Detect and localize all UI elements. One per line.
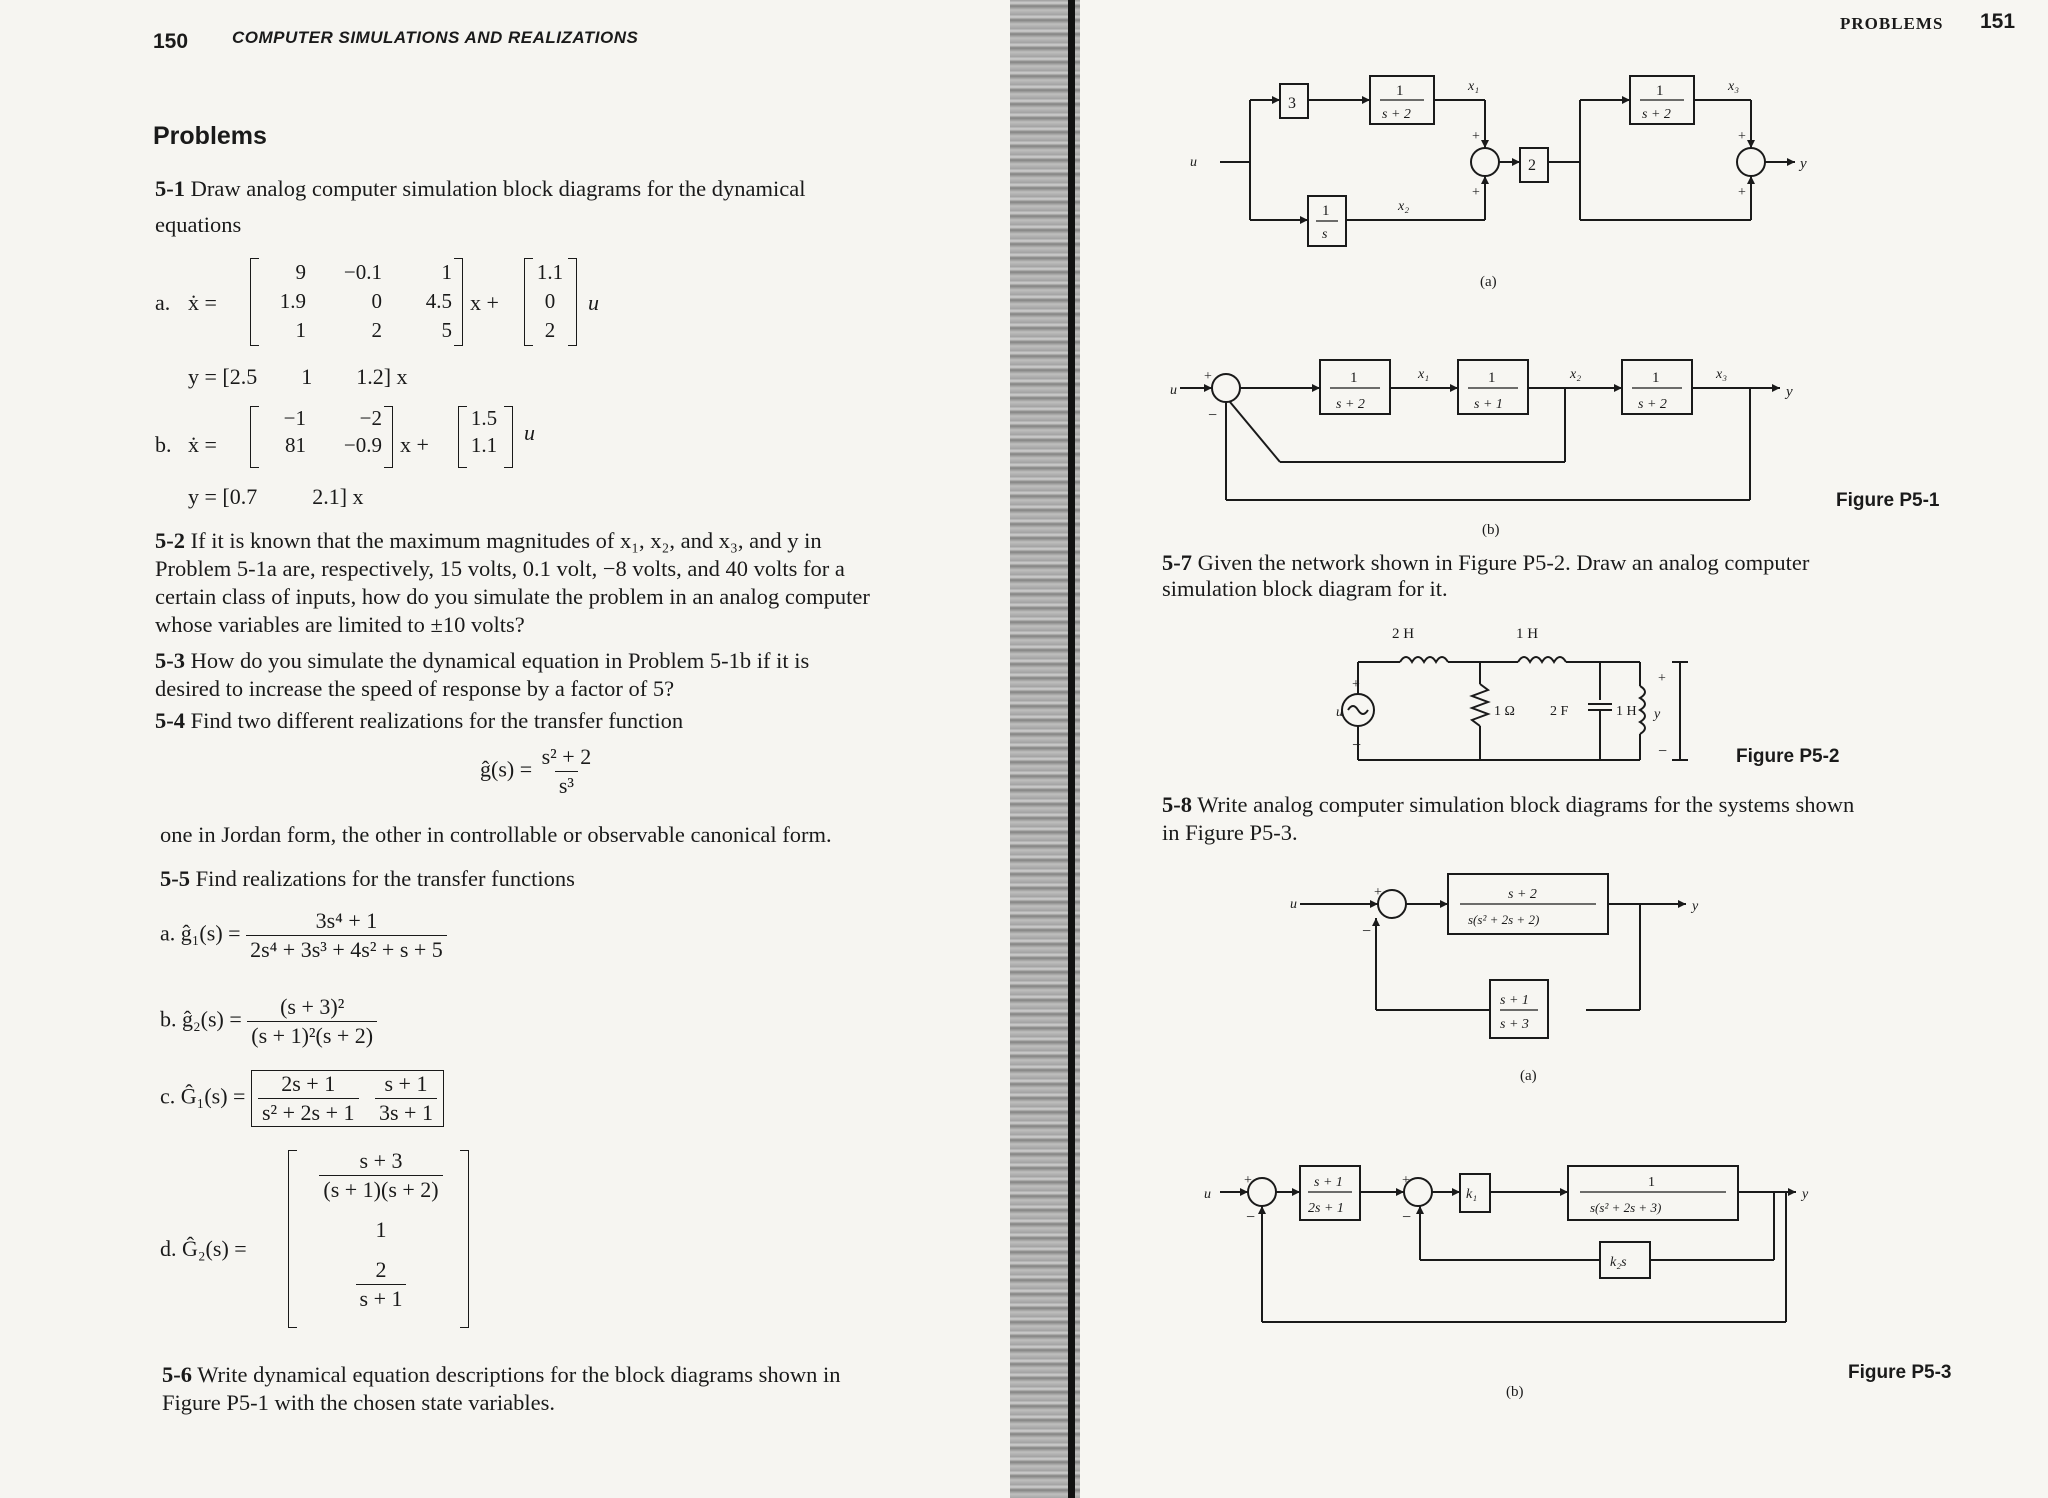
tf-denominator: s + 3: [1500, 1017, 1529, 1032]
problem-5-6-line: [162, 1362, 841, 1388]
vector-cell: 2: [544, 318, 556, 342]
sum-sign: +: [1472, 185, 1480, 200]
vector-b2: [464, 406, 508, 458]
state-label: x₂: [1570, 367, 1582, 382]
problem-5-1-line1: [155, 176, 805, 202]
book-spine: [1068, 0, 1075, 1498]
matrix-cell: 0: [371, 289, 382, 313]
state-label: x₃: [1716, 367, 1728, 382]
sum-sign: −: [1362, 923, 1372, 940]
problem-5-7-line2: simulation block diagram for it.: [1162, 576, 1448, 601]
matrix-bracket-right: [460, 1150, 469, 1328]
numerator: 2s + 1: [281, 1071, 336, 1096]
problem-text: Draw analog computer simulation block diagrams for the dynamical: [190, 176, 806, 201]
fraction: [375, 1071, 437, 1126]
transfer-function-lhs: ĝ₂(s) =: [182, 1006, 242, 1032]
item-label: c.: [160, 1083, 176, 1109]
vector-cell: 1.1: [470, 433, 498, 457]
sum-sign: +: [1244, 1173, 1252, 1188]
matrix-cell: −0.9: [343, 433, 382, 457]
matrix-cell: −1: [283, 406, 306, 430]
output-label: y: [1800, 156, 1807, 172]
problem-number: 5-6: [162, 1362, 192, 1387]
figure-p5-2: [1080, 610, 2048, 780]
tf-denominator: s + 2: [1336, 397, 1365, 412]
matrix-cell: 2: [371, 318, 382, 342]
input-label: u: [1204, 1187, 1211, 1202]
eq-b-xdot: ẋ =: [188, 432, 217, 457]
matrix-bracket-right: [454, 258, 463, 346]
figure-caption: Figure P5-1: [1836, 490, 1940, 511]
problem-5-7-line: [1162, 550, 1809, 576]
output-label: y: [1692, 899, 1699, 914]
eq-5-5d-lhs: [160, 1236, 247, 1262]
sum-sign: −: [1402, 1209, 1412, 1226]
polarity-sign: −: [1658, 743, 1668, 760]
eq-5-5c: [160, 1070, 444, 1127]
gain-block-label: 2: [1528, 157, 1536, 174]
inductor-label: 2 H: [1392, 626, 1415, 642]
column-vector: [296, 1148, 466, 1312]
subfigure-label: (a): [1480, 274, 1497, 290]
running-head: PROBLEMS: [1840, 14, 1944, 33]
problem-5-2-line: certain class of inputs, how do you simulate the problem in an analog computer: [155, 584, 870, 609]
numerator: s² + 2: [541, 744, 592, 769]
fraction: [538, 744, 596, 799]
numerator: 3s⁴ + 1: [315, 908, 378, 933]
vector-b: [532, 260, 572, 343]
tf-denominator: s + 1: [1474, 397, 1503, 412]
figure-caption: Figure P5-2: [1736, 746, 1840, 767]
problem-5-6-line: Figure P5-1 with the chosen state variables.: [162, 1390, 556, 1415]
figure-p5-3: [1080, 860, 2048, 1420]
matrix-cell: 9: [295, 260, 306, 284]
matrix-cell: −2: [359, 406, 382, 430]
matrix-cell: 1: [295, 318, 306, 342]
problem-number: 5-8: [1162, 792, 1192, 817]
fraction: [319, 1148, 442, 1203]
book-gutter-shadow: [1010, 0, 1090, 1498]
problem-5-5-line: [160, 866, 575, 892]
matrix-bracket: [251, 1070, 444, 1127]
tf-denominator: s(s² + 2s + 3): [1590, 1200, 1662, 1215]
state-label: x₁: [1418, 367, 1430, 382]
sum-sign: +: [1738, 129, 1746, 144]
input-label: u: [1290, 897, 1297, 912]
tf-denominator: s + 2: [1642, 107, 1671, 122]
tf-denominator: s(s² + 2s + 2): [1468, 912, 1540, 927]
problem-text: Write dynamical equation descriptions for the block diagrams shown in: [197, 1362, 841, 1387]
vector-cell: 1.1: [536, 260, 564, 284]
denominator: s² + 2s + 1: [258, 1098, 359, 1126]
polarity-sign: −: [1352, 737, 1362, 754]
tf-numerator: 1: [1648, 1175, 1655, 1190]
tf-numerator: s + 1: [1500, 993, 1529, 1008]
vector-bracket-right: [504, 406, 513, 468]
tf-numerator: s + 2: [1508, 887, 1537, 902]
numerator: s + 1: [384, 1071, 428, 1096]
tf-numerator: 1: [1488, 370, 1496, 386]
eq-x-plus: x +: [470, 290, 499, 315]
matrix-a: [262, 260, 452, 343]
tf-numerator: s + 1: [1314, 1175, 1343, 1190]
sum-sign: +: [1374, 885, 1382, 900]
fraction: [258, 1071, 359, 1126]
inductor-label: 1 H: [1516, 626, 1539, 642]
denominator: s³: [555, 771, 578, 799]
eq-5-4: [480, 744, 595, 799]
problem-5-2-line: [155, 528, 822, 554]
input-label: u: [1170, 383, 1177, 398]
sum-sign: +: [1204, 369, 1212, 384]
matrix-cell: 81: [285, 433, 306, 457]
tf-denominator: s + 2: [1382, 107, 1411, 122]
eq-a-output: y = [2.5 1 1.2] x: [188, 364, 408, 389]
sum-sign: +: [1402, 1173, 1410, 1188]
fraction: [246, 908, 447, 963]
problem-number: 5-7: [1162, 550, 1192, 575]
numerator: 2: [375, 1257, 387, 1282]
subfigure-label: (b): [1482, 522, 1500, 538]
denominator: s + 1: [356, 1284, 407, 1312]
eq-b-label: b.: [155, 432, 172, 457]
problem-number: 5-3: [155, 648, 185, 673]
tf-denominator: 2s + 1: [1308, 1201, 1344, 1216]
numerator: (s + 3)²: [280, 994, 345, 1019]
state-label: x₃: [1728, 79, 1740, 94]
tf-numerator: 1: [1656, 83, 1664, 99]
matrix-cell: 5: [441, 318, 452, 342]
matrix-b: [258, 406, 388, 458]
problem-number: 5-1: [155, 176, 185, 201]
denominator: (s + 1)(s + 2): [319, 1175, 442, 1203]
item-label: d.: [160, 1236, 177, 1261]
output-label: y: [1786, 384, 1793, 400]
problem-5-4-line2: one in Jordan form, the other in controllable or observable canonical form.: [160, 822, 832, 847]
transfer-function-lhs: Ĝ₂(s) =: [182, 1236, 247, 1261]
problem-5-8-line2: in Figure P5-3.: [1162, 820, 1298, 845]
subfigure-label: (b): [1506, 1384, 1524, 1400]
problem-5-3-line: [155, 648, 809, 674]
page-number: 150: [153, 30, 189, 53]
sum-sign: +: [1738, 185, 1746, 200]
problem-number: 5-2: [155, 528, 185, 553]
running-head: COMPUTER SIMULATIONS AND REALIZATIONS: [232, 28, 639, 47]
matrix-cell: 4.5: [425, 289, 452, 313]
sum-sign: +: [1472, 129, 1480, 144]
problem-text: Given the network shown in Figure P5-2. Draw an analog computer: [1197, 550, 1810, 575]
problem-text: How do you simulate the dynamical equation in Problem 5-1b if it is: [190, 648, 810, 673]
eq-u: u: [524, 420, 535, 445]
transfer-function-lhs: ĝ₁(s) =: [180, 920, 241, 946]
item-label: b.: [160, 1006, 177, 1032]
denominator: 2s⁴ + 3s³ + 4s² + s + 5: [246, 935, 447, 963]
output-label: y: [1654, 707, 1661, 722]
problem-5-2-line: whose variables are limited to ±10 volts?: [155, 612, 525, 637]
item-label: a.: [160, 920, 176, 946]
eq-a-xdot: ẋ =: [188, 290, 217, 315]
section-title: Problems: [153, 122, 267, 150]
tf-numerator: 1: [1350, 370, 1358, 386]
matrix-cell: 1: [441, 260, 452, 284]
tf-numerator: 1: [1652, 370, 1660, 386]
eq-x-plus: x +: [400, 432, 429, 457]
input-label: u: [1190, 155, 1197, 170]
state-label: x₂: [1398, 199, 1410, 214]
right-page: [1080, 0, 2048, 1498]
problem-text: Find realizations for the transfer functions: [195, 866, 575, 891]
gain-block-label: 3: [1288, 95, 1296, 112]
subfigure-label: (a): [1520, 1068, 1537, 1084]
page-number: 151: [1980, 10, 2016, 33]
problem-5-2-line: Problem 5-1a are, respectively, 15 volts, 0.1 volt, −8 volts, and 40 volts for a: [155, 556, 845, 581]
eq-5-5b: [160, 994, 377, 1049]
sum-sign: −: [1246, 1209, 1256, 1226]
gain-block-label: k₂s: [1610, 1255, 1627, 1270]
vector-cell: 1: [375, 1217, 387, 1242]
output-label: y: [1802, 1187, 1809, 1202]
problem-5-4-line: [155, 708, 683, 734]
inductor-label: 1 H: [1616, 704, 1637, 719]
capacitor-label: 2 F: [1550, 704, 1569, 719]
matrix-bracket-left: [250, 258, 259, 346]
transfer-function-lhs: Ĝ₁(s) =: [180, 1083, 246, 1109]
figure-caption: Figure P5-3: [1848, 1362, 1952, 1383]
problem-5-3-line: desired to increase the speed of response by a factor of 5?: [155, 676, 675, 701]
fraction: [247, 994, 377, 1049]
eq-b-output: y = [0.7 2.1] x: [188, 484, 364, 509]
fraction: [356, 1257, 407, 1312]
matrix-bracket-right: [384, 406, 393, 468]
tf-denominator: s + 2: [1638, 397, 1667, 412]
matrix-cell: −0.1: [343, 260, 382, 284]
eq-5-5a: [160, 908, 447, 963]
polarity-sign: +: [1658, 671, 1666, 686]
problem-5-1-line2: equations: [155, 212, 242, 237]
problem-text: Find two different realizations for the transfer function: [190, 708, 684, 733]
eq-u: u: [588, 290, 599, 315]
polarity-sign: +: [1352, 677, 1360, 692]
integrator-numerator: 1: [1322, 203, 1330, 219]
figure-p5-1: [1080, 0, 2048, 540]
transfer-function-lhs: ĝ(s) =: [480, 756, 533, 782]
vector-bracket-right: [568, 258, 577, 346]
problem-number: 5-5: [160, 866, 190, 891]
vector-cell: 1.5: [470, 406, 498, 430]
problem-text: Write analog computer simulation block diagrams for the systems shown: [1197, 792, 1855, 817]
sum-sign: −: [1208, 407, 1218, 424]
problem-number: 5-4: [155, 708, 185, 733]
resistor-label: 1 Ω: [1494, 704, 1515, 719]
vector-cell: 0: [544, 289, 556, 313]
numerator: s + 3: [359, 1148, 403, 1173]
denominator: 3s + 1: [375, 1098, 437, 1126]
tf-numerator: 1: [1396, 83, 1404, 99]
gain-block-label: k₁: [1466, 1187, 1478, 1202]
integrator-denominator: s: [1322, 227, 1328, 242]
state-label: x₁: [1468, 79, 1480, 94]
source-label: u: [1336, 705, 1343, 720]
matrix-cell: 1.9: [279, 289, 306, 313]
eq-a-label: a.: [155, 290, 171, 315]
problem-5-8-line: [1162, 792, 1854, 818]
denominator: (s + 1)²(s + 2): [247, 1021, 377, 1049]
problem-text: If it is known that the maximum magnitudes of x₁, x₂, and x₃, and y in: [190, 528, 822, 553]
